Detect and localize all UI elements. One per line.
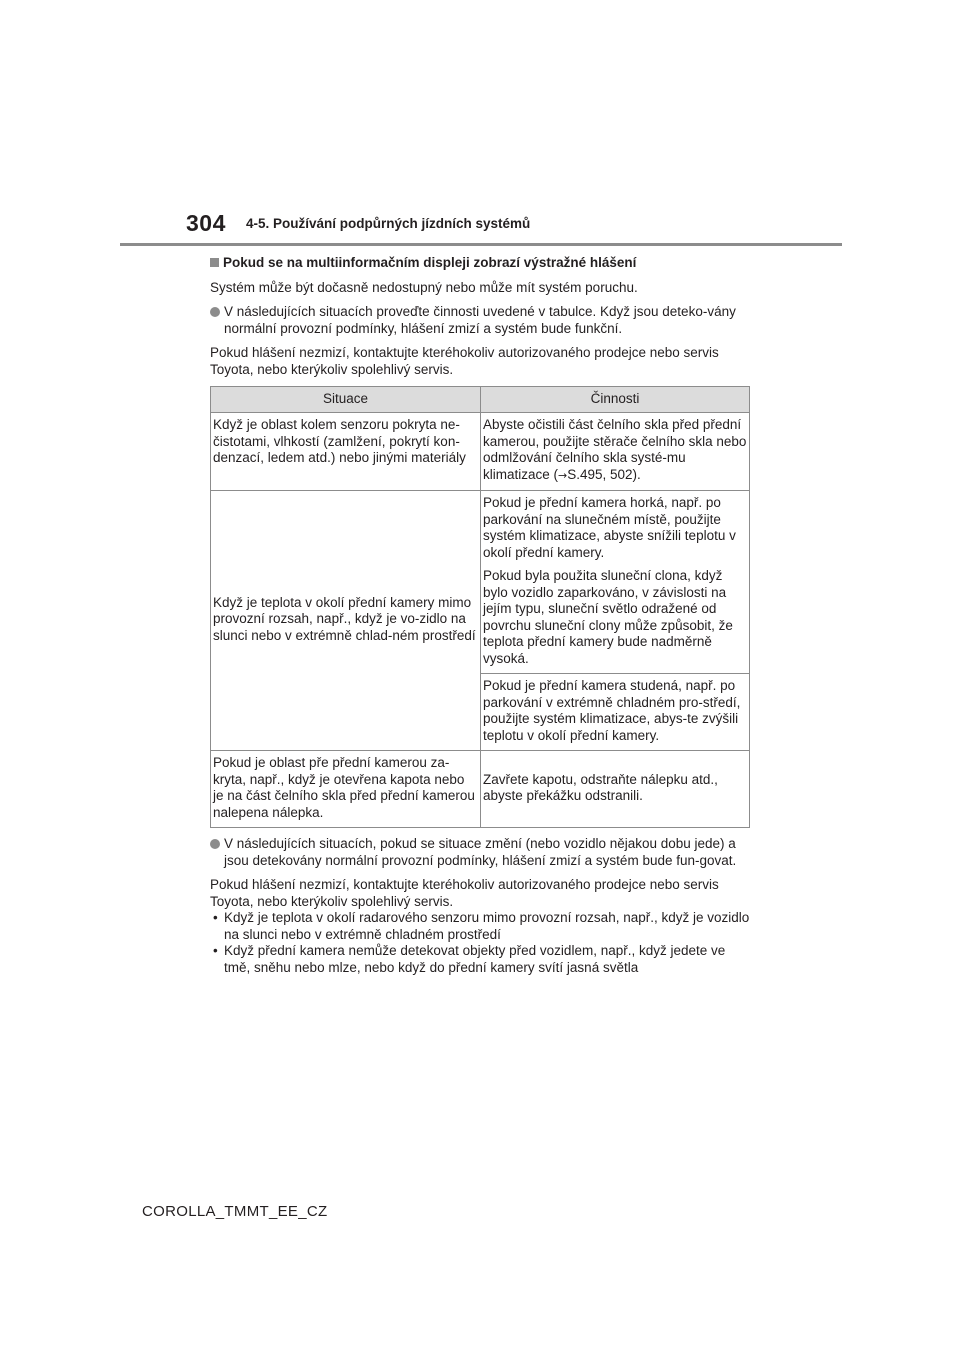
action-cell <box>481 491 750 674</box>
table-header-row <box>211 387 750 413</box>
header-divider <box>120 243 842 246</box>
bullet-paragraph-2 <box>210 836 750 869</box>
action-cell: Zavřete kapotu, odstraňte nálepku atd., abyste překážku odstranili. <box>481 751 750 828</box>
contact-paragraph-1: Pokud hlášení nezmizí, kontaktujte kteréhokoliv autorizovaného prodejce nebo servis Toyota, nebo kterýkoliv spolehlivý servis. <box>210 345 719 377</box>
square-bullet-icon <box>210 258 219 267</box>
circle-bullet-icon <box>210 307 220 317</box>
action-text: Pokud je přední kamera horká, např. po parkování na slunečném místě, použijte systém klimatizace, abyste snížili teplotu v okolí přední kamery. <box>483 495 736 560</box>
intro-paragraph: Systém může být dočasně nedostupný nebo může mít systém poruchu. <box>210 279 638 295</box>
situation-action-table <box>210 386 750 828</box>
list-item: • Když přední kamera nemůže detekovat objekty před vozidlem, např., když jedete ve tmě, sněhu nebo mlze, nebo když do přední kamery svítí jasná světla <box>210 943 750 976</box>
document-code: COROLLA_TMMT_EE_CZ <box>142 1203 328 1220</box>
warning-heading-text: Pokud se na multiinformačním displeji zobrazí výstražné hlášení <box>223 255 637 270</box>
action-cell <box>481 413 750 491</box>
page-number: 304 <box>186 210 226 236</box>
situation-cell: Když je oblast kolem senzoru pokryta ne-čistotami, vlhkostí (zamlžení, pokrytí kon-denzací, ledem atd.) nebo jinými materiály <box>211 413 481 491</box>
section-title: 4-5. Používání podpůrných jízdních systémů <box>246 216 531 231</box>
situation-cell: Když je teplota v okolí přední kamery mimo provozní rozsah, např., když je vo-zidlo na slunci nebo v extrémně chlad-ném prostředí <box>211 491 481 751</box>
action-cell: Pokud je přední kamera studená, např. po parkování v extrémně chladném pro-středí, použijte systém klimatizace, abys-te zvýšili teplotu v okolí přední kamery. <box>481 674 750 751</box>
bullet-paragraph-1-text: V následujících situacích proveďte činnosti uvedené v tabulce. Když jsou deteko-vány normální provozní podmínky, hlášení zmizí a systém bude funkční. <box>224 304 736 336</box>
column-header-situation: Situace <box>211 387 481 413</box>
table-row <box>211 413 750 491</box>
page-content <box>210 255 750 976</box>
list-item: • Když je teplota v okolí radarového senzoru mimo provozní rozsah, např., když je vozidlo na slunci nebo v extrémně chladném prostředí <box>210 910 750 943</box>
contact-paragraph-2: Pokud hlášení nezmizí, kontaktujte kteréhokoliv autorizovaného prodejce nebo servis Toyota, nebo kterýkoliv spolehlivý servis. <box>210 877 719 909</box>
condition-list <box>210 910 750 976</box>
bullet-paragraph-2-text: V následujících situacích, pokud se situace změní (nebo vozidlo nějakou dobu jede) a jsou detekovány normální provozní podmínky, hlášení zmizí a systém bude fun-govat. <box>224 836 737 868</box>
page-reference: S.495, 502). <box>567 466 641 482</box>
situation-cell: Pokud je oblast pře přední kamerou za-kryta, např., když je otevřena kapota nebo je na část čelního skla před přední kamerou nalepena nálepka. <box>211 751 481 828</box>
action-text: Pokud byla použita sluneční clona, když bylo vozidlo zaparkováno, v závislosti na jejím typu, sluneční světlo odražené od povrchu sluneční clony může způsobit, že teplota přední kamery bude nadměrně vysoká. <box>483 568 733 666</box>
bullet-paragraph-1 <box>210 304 750 337</box>
warning-heading <box>210 255 750 272</box>
arrow-right-icon: → <box>558 468 568 482</box>
table-row <box>211 491 750 674</box>
action-text: Abyste očistili část čelního skla před přední kamerou, použijte stěrače čelního skla nebo odmlžování čelního skla systé-mu klimatizace ( <box>483 417 747 482</box>
circle-bullet-icon <box>210 839 220 849</box>
column-header-action: Činnosti <box>481 387 750 413</box>
table-row <box>211 751 750 828</box>
